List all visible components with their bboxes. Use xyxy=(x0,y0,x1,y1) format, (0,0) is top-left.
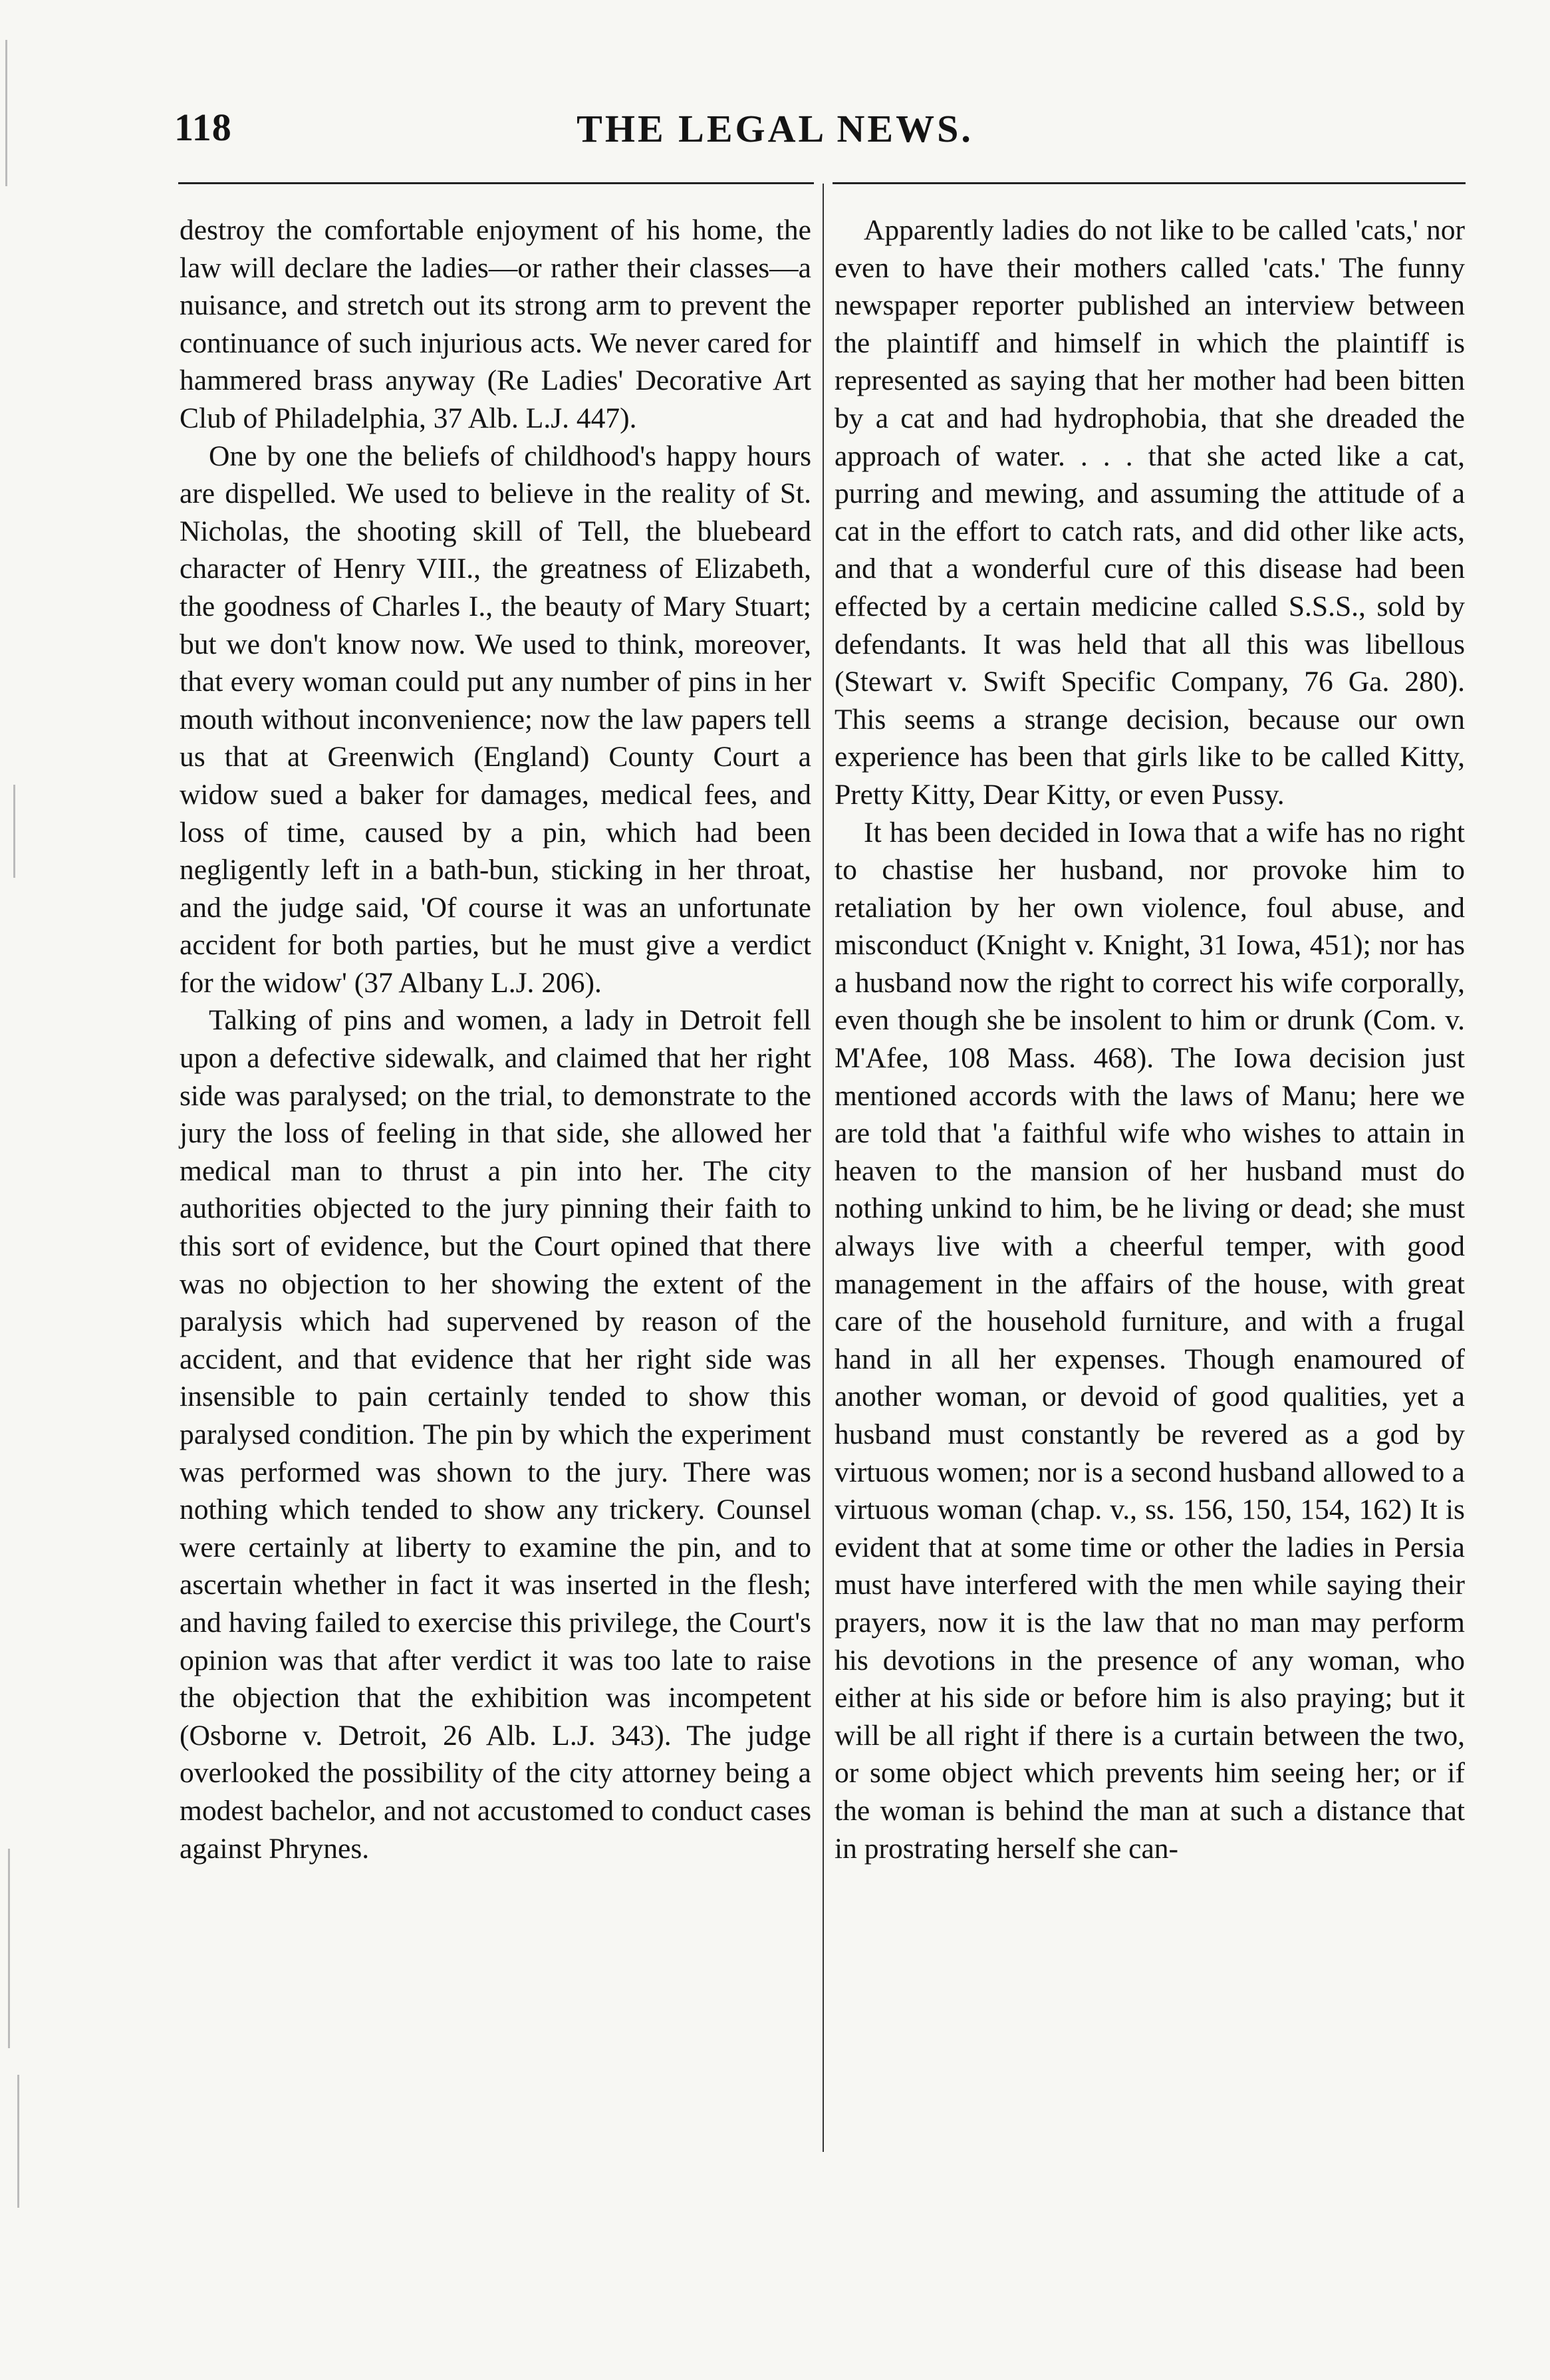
page-number: 118 xyxy=(174,106,232,149)
paragraph: Apparently ladies do not like to be called 'cats,' nor even to have their mothers called 'cats.' The funny newspaper reporter published an interview between the plaintiff and himself in which the plaintiff is represented as saying that her mother had been bitten by a cat and had hydrophobia, that she dreaded the approach of water. . . . that she acted like a cat, purring and mewing, and assuming the attitude of a cat in the effort to catch rats, and did other like acts, and that a wonderful cure of this disease had been effected by a certain medicine called S.S.S., sold by defendants. It was held that all this was libellous (Stewart v. Swift Specific Company, 76 Ga. 280). This seems a strange decision, because our own experience has been that girls like to be called Kitty, Pretty Kitty, Dear Kitty, or even Pussy. xyxy=(835,214,1465,811)
paragraph-continued: destroy the comfortable enjoyment of his home, the law will declare the ladies—or rather their classes—a nuisance, and stretch out its strong arm to prevent the continuance of such injurious acts. We never cared for hammered brass anyway (Re Ladies' Decorative Art Club of Philadelphia, 37 Alb. L.J. 447). xyxy=(180,214,811,434)
right-column xyxy=(835,211,1465,1867)
header-rule-right xyxy=(833,182,1466,184)
paragraph: One by one the beliefs of childhood's happy hours are dispelled. We used to believe in the reality of St. Nicholas, the shooting skill of Tell, the bluebeard character of Henry VIII., the greatness of Elizabeth, the goodness of Charles I., the beauty of Mary Stuart; but we don't know now. We used to think, moreover, that every woman could put any number of pins in her mouth without inconvenience; now the law papers tell us that at Greenwich (England) County Court a widow sued a baker for damages, medical fees, and loss of time, caused by a pin, which had been negligently left in a bath-bun, sticking in her throat, and the judge said, 'Of course it was an unfortunate accident for both parties, but he must give a verdict for the widow' (37 Albany L.J. 206). xyxy=(180,440,811,999)
header-rule-left xyxy=(178,182,814,184)
paragraph: Talking of pins and women, a lady in Detroit fell upon a defective sidewalk, and claimed that her right side was paralysed; on the trial, to demonstrate to the jury the loss of feeling in that side, she allowed her medical man to thrust a pin into her. The city authorities objected to the jury pinning their faith to this sort of evidence, but the Court opined that there was no objection to her showing the extent of the paralysis which had supervened by reason of the accident, and that evidence that her right side was insensible to pain certainly tended to show this paralysed condition. The pin by which the experiment was performed was shown to the jury. There was nothing which tended to show any trickery. Counsel were certainly at liberty to examine the pin, and to ascertain whether in fact it was inserted in the flesh; and having failed to exercise this privilege, the Court's opinion was that after verdict it was too late to raise the objection that the exhibition was incompetent (Osborne v. Detroit, 26 Alb. L.J. 343). The judge overlooked the possibility of the city attorney being a modest bachelor, and not accustomed to conduct cases against Phrynes. xyxy=(180,1004,811,1865)
paragraph: It has been decided in Iowa that a wife has no right to chastise her husband, nor provoke him to retaliation by her own violence, foul abuse, and misconduct (Knight v. Knight, 31 Iowa, 451); nor has a husband now the right to correct his wife corporally, even though she be insolent to him or drunk (Com. v. M'Afee, 108 Mass. 468). The Iowa decision just mentioned accords with the laws of Manu; here we are told that 'a faithful wife who wishes to attain in heaven to the mansion of her husband must do nothing unkind to him, be he living or dead; she must always live with a cheerful temper, with good management in the affairs of the house, with great care of the household furniture, and with a frugal hand in all her expenses. Though enamoured of another woman, or devoid of good qualities, yet a husband must constantly be revered as a god by virtuous women; nor is a second husband allowed to a virtuous woman (chap. v., ss. 156, 150, 154, 162) It is evident that at some time or other the ladies in Persia must have interfered with the men while saying their prayers, now it is the law that no man may perform his devotions in the presence of any woman, who either at his side or before him is also praying; but it will be all right if there is a curtain between the two, or some object which prevents him seeing her; or if the woman is behind the man at such a distance that in prostrating herself she can- xyxy=(835,816,1465,1865)
running-head-title: THE LEGAL NEWS. xyxy=(577,107,973,150)
left-column xyxy=(180,211,811,1867)
column-divider xyxy=(823,184,824,2152)
scan-margin-marks xyxy=(0,0,40,2380)
